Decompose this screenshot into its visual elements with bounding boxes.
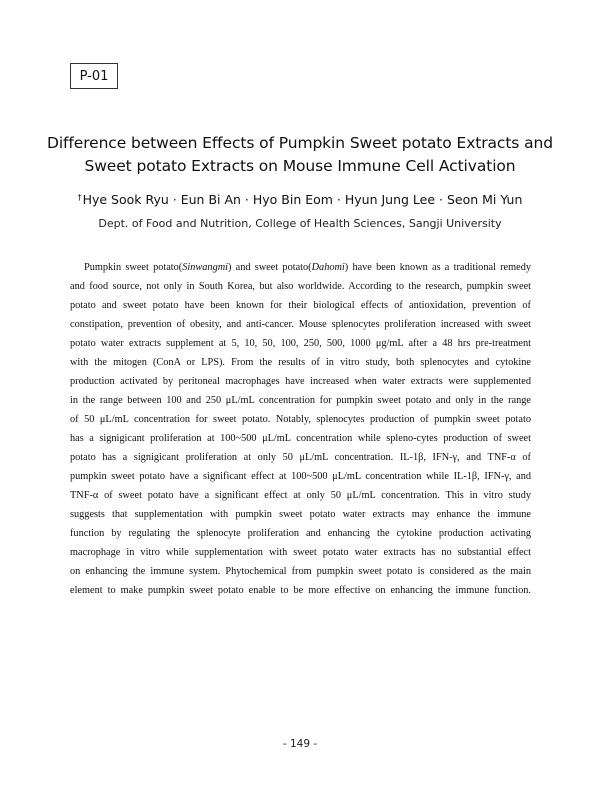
abstract-line: element to make pumpkin sweet potato enable to be more effective on enhancing the immune function. <box>70 585 531 596</box>
abstract-id-label: P-01 <box>70 63 118 89</box>
abstract-line: in the range between 100 and 250 μL/mL concentration for pumpkin sweet potato and only in the range <box>70 395 531 406</box>
abstract-line: potato water extracts supplement at 5, 10, 50, 100, 250, 500, 1000 μg/mL after a 48 hrs pre-treatment <box>70 338 531 349</box>
abstract-line: TNF-α of sweet potato have a significant effect at only 50 μL/mL concentration. This in vitro study <box>70 490 531 501</box>
abstract-line: pumpkin sweet potato have a significant effect at 100~500 μL/mL concentration while IL-1β, IFN-γ, and <box>70 471 531 482</box>
corresponding-author-mark: † <box>77 193 82 202</box>
author-names: Hye Sook Ryu · Eun Bi An · Hyo Bin Eom · Hyun Jung Lee · Seon Mi Yun <box>82 192 523 207</box>
author-list <box>40 192 560 207</box>
abstract-body <box>70 258 531 600</box>
abstract-line: suggests that supplementation with pumpkin sweet potato water extracts may enhance the immune <box>70 509 531 520</box>
abstract-line: and food source, not only in South Korea, but also worldwide. According to the research, pumpkin sweet <box>70 281 531 292</box>
affiliation: Dept. of Food and Nutrition, College of Health Sciences, Sangji University <box>98 217 502 230</box>
abstract-line: has a signigicant proliferation at 100~500 μL/mL concentration while spleno-cytes production of sweet <box>70 433 531 444</box>
paper-title <box>40 132 560 178</box>
abstract-line: Pumpkin sweet potato(Sinwangmi) and sweet potato(Dahomi) have been known as a traditional remedy <box>84 262 532 273</box>
abstract-line: constipation, prevention of obesity, and anti-cancer. Mouse splenocytes proliferation increased with sweet <box>70 319 531 330</box>
abstract-line: potato and sweet potato have been known for their biological effects of antioxidation, prevention of <box>70 300 531 311</box>
page-number: - 149 - <box>282 738 318 750</box>
abstract-line: potato has a signigicant proliferation at only 50 μL/mL concentration. IL-1β, IFN-γ, and TNF-α of <box>70 452 531 463</box>
abstract-line: of 50 μL/mL concentration for sweet potato. Notably, splenocytes production of pumpkin sweet potato <box>70 414 531 425</box>
title-line-2: Sweet potato Extracts on Mouse Immune Cell Activation <box>84 157 516 175</box>
abstract-line: production activated by peritoneal macrophages have increased when water extracts were supplemented <box>70 376 531 387</box>
title-line-1: Difference between Effects of Pumpkin Sweet potato Extracts and <box>47 134 553 152</box>
abstract-line: macrophage in vitro while supplementation with sweet potato water extracts has no substantial effect <box>70 547 531 558</box>
abstract-line: on enhancing the immune system. Phytochemical from pumpkin sweet potato is considered as the main <box>70 566 531 577</box>
abstract-line: with the mitogen (ConA or LPS). From the results of in vitro study, both splenocytes and cytokine <box>70 357 531 368</box>
abstract-line: function by regulating the splenocyte proliferation and enhancing the cytokine production activating <box>70 528 531 539</box>
